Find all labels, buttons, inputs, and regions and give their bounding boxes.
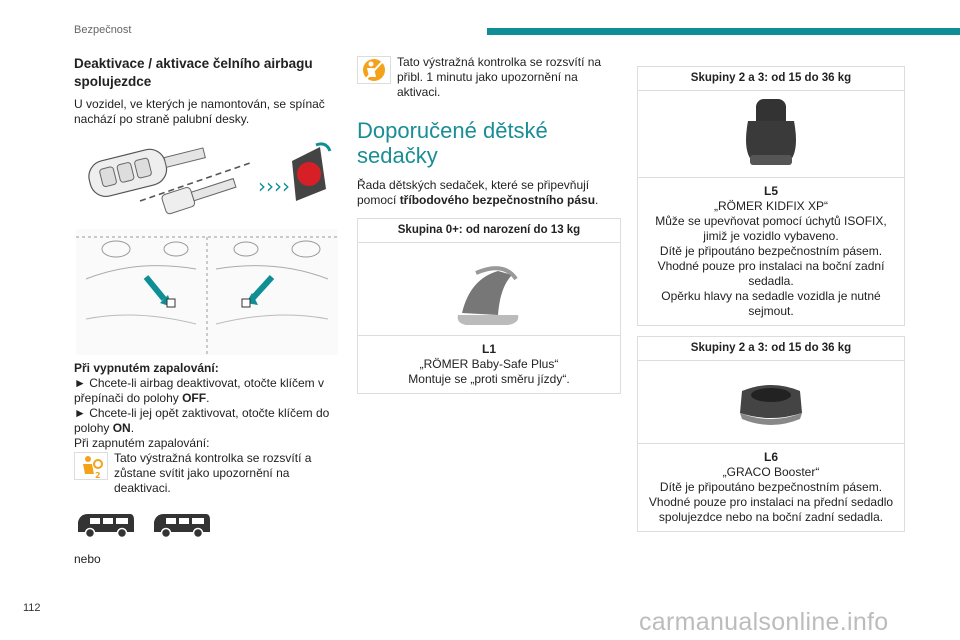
van-icon	[74, 510, 138, 538]
section-title: Bezpečnost	[74, 24, 132, 36]
vehicle-icons	[74, 510, 344, 540]
airbag-off-warning-icon	[74, 452, 108, 480]
key-switch-illustration	[80, 139, 338, 223]
ignition-off-heading: Při vypnutém zapalování:	[74, 361, 219, 375]
seat-note: Dítě je připoutáno bezpečnostním pásem.	[659, 480, 883, 494]
header-accent-bar	[487, 28, 960, 35]
seat-card-l1	[357, 218, 621, 394]
warning-activation-text: Tato výstražná kontrolka se rozsvítí na přibl. 1 minutu jako upozornění na aktivaci.	[397, 55, 602, 99]
airbag-intro: U vozidel, ve kterých je namontován, se spínač nachází po straně palubní desky.	[74, 97, 325, 126]
seat-code: L1	[481, 342, 496, 356]
seat-note: Opěrku hlavy na sedadle vozidla je nutné sejmout.	[661, 289, 881, 318]
seat-name: „RÖMER KIDFIX XP“	[713, 199, 828, 213]
column-seat-cards	[637, 66, 905, 532]
seat-card-group: Skupiny 2 a 3: od 15 do 36 kg	[638, 67, 904, 91]
seat-code: L5	[763, 184, 778, 198]
seat-note: Může se upevňovat pomocí úchytů ISOFIX, jimiž je vozidlo vybaveno.	[655, 214, 887, 243]
seat-card-l6	[637, 336, 905, 532]
child-seats-heading: Doporučené dětské sedačky	[357, 118, 548, 168]
seat-image	[358, 243, 620, 336]
child-seats-intro: Řada dětských sedaček, které se připevňují pomocí tříbodového bezpečnostního pásu.	[357, 178, 599, 207]
page-number: 112	[23, 602, 41, 614]
column-child-seats	[357, 55, 621, 394]
van-icon	[150, 510, 214, 538]
baby-seat-image	[358, 243, 620, 335]
kidfix-seat-image	[638, 91, 904, 177]
seat-card-group: Skupina 0+: od narození do 13 kg	[358, 219, 620, 243]
seat-name: „GRACO Booster“	[722, 465, 820, 479]
warning-deactivation-text: Tato výstražná kontrolka se rozsvítí a zůstane svítit jako upozornění na deaktivaci.	[114, 451, 312, 495]
seat-note: Vhodné pouze pro instalaci na přední sedadlo spolujezdce nebo na boční zadní sedadla.	[648, 495, 894, 524]
watermark: carmanualsonline.info	[639, 608, 889, 636]
ignition-on-text: Při zapnutém zapalování:	[74, 436, 210, 450]
seat-image	[638, 361, 904, 444]
seat-image	[638, 91, 904, 178]
seat-code: L6	[763, 450, 778, 464]
seat-card-l5	[637, 66, 905, 326]
booster-seat-image	[638, 361, 904, 443]
seat-desc: Montuje se „proti směru jízdy“.	[408, 372, 570, 386]
column-airbag	[74, 55, 344, 567]
seat-note: Vhodné pouze pro instalaci na boční zadní sedadla.	[657, 259, 885, 288]
seat-card-group: Skupiny 2 a 3: od 15 do 36 kg	[638, 337, 904, 361]
nebo-text: nebo	[74, 552, 101, 566]
svg-text:››››: ››››	[258, 174, 290, 198]
svg-text:2: 2	[95, 471, 101, 480]
seat-note: Dítě je připoutáno bezpečnostním pásem.	[659, 244, 883, 258]
dashboard-illustration	[76, 229, 338, 355]
reactivate-step: ► Chcete-li jej opět zaktivovat, otočte klíčem do polohy ON.	[74, 406, 330, 435]
deactivate-step: ► Chcete-li airbag deaktivovat, otočte klíčem v přepínači do polohy OFF.	[74, 376, 324, 405]
seat-name: „RÖMER Baby-Safe Plus“	[419, 357, 559, 371]
airbag-section-title: Deaktivace / aktivace čelního airbagu spolujezdce	[74, 56, 313, 89]
airbag-on-warning-icon	[357, 56, 391, 84]
